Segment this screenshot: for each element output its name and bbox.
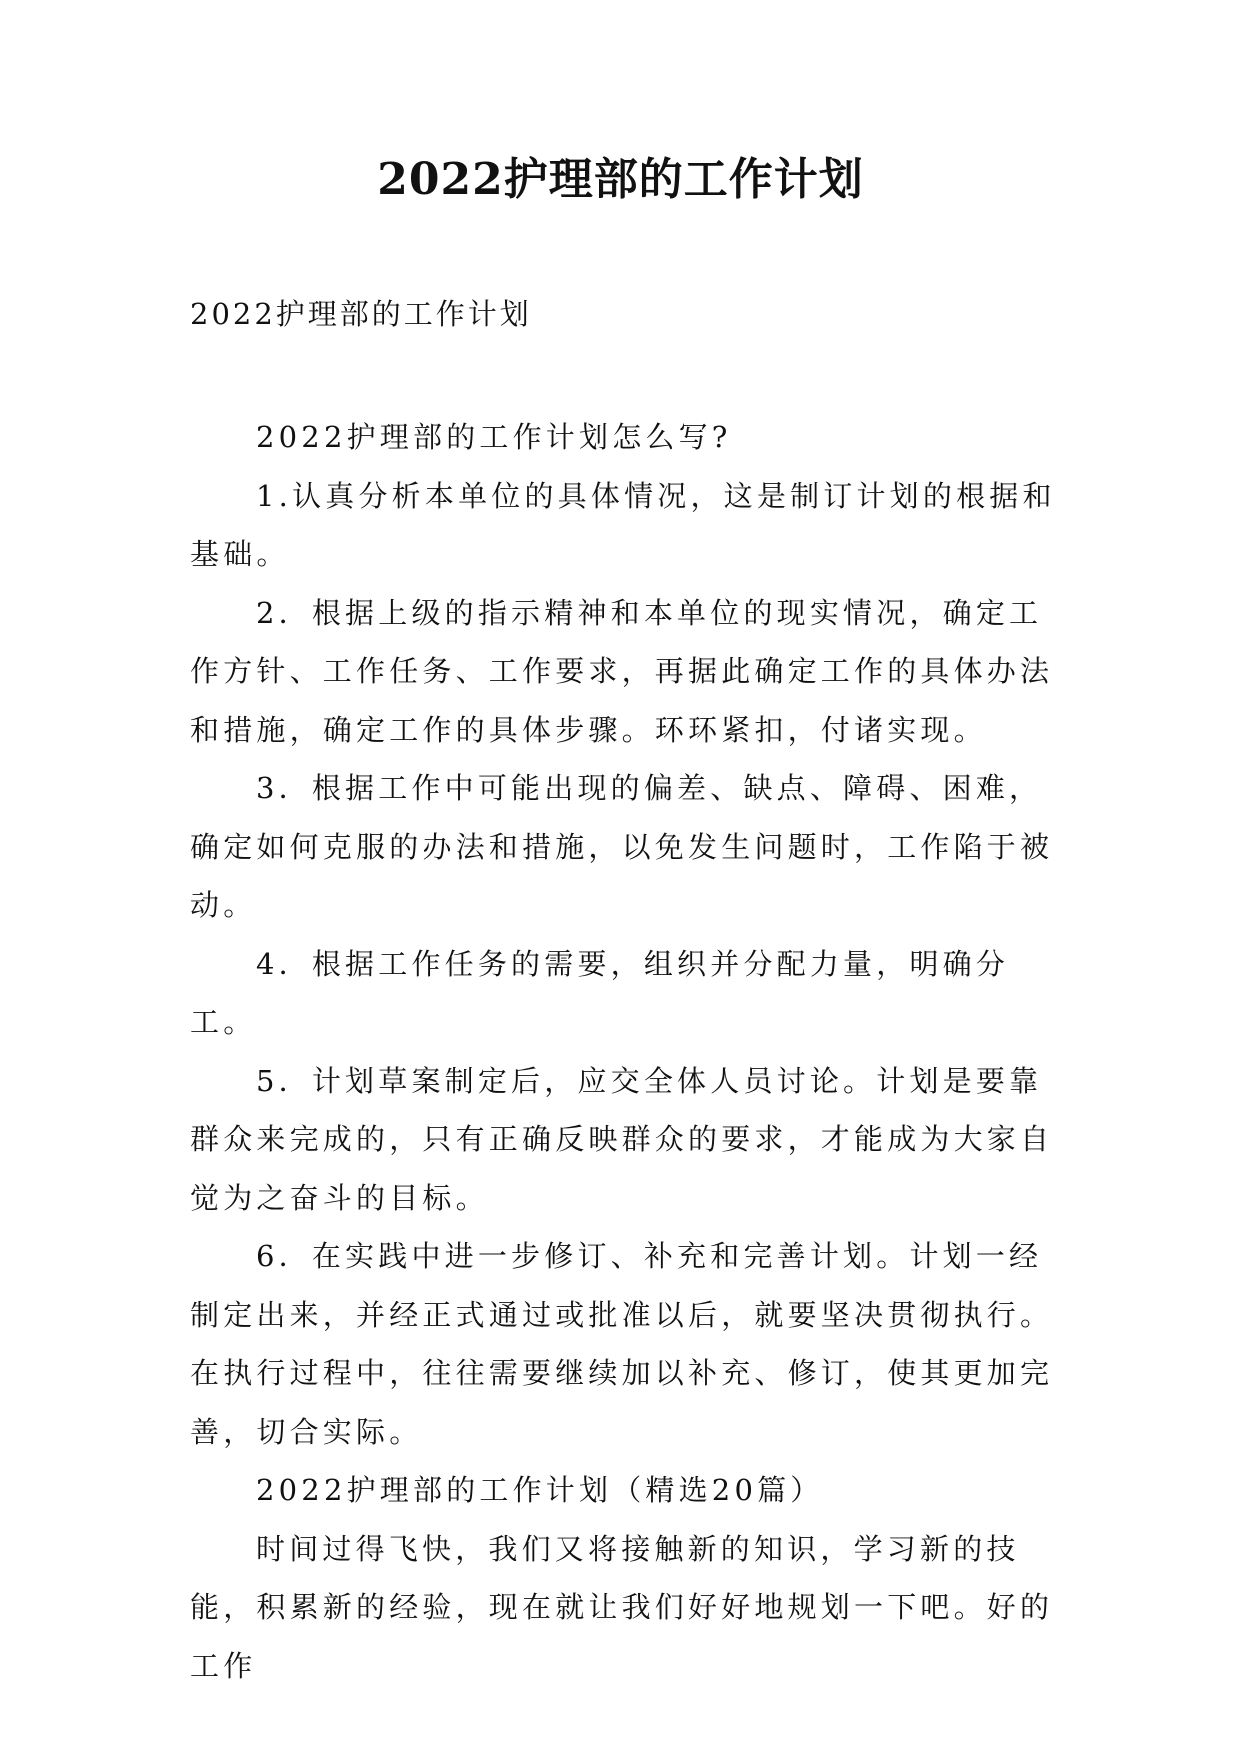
paragraph-intro-question: 2022护理部的工作计划怎么写? [256, 420, 732, 454]
paragraph-opening: 时间过得飞快，我们又将接触新的知识，学习新的技能，积累新的经验，现在就让我们好好地规划一下吧。好的工作 [190, 1531, 1054, 1683]
paragraph-step-5: 5．计划草案制定后，应交全体人员讨论。计划是要靠群众来完成的，只有正确反映群众的要求，才能成为大家自觉为之奋斗的目标。 [190, 1063, 1054, 1215]
paragraph-step-3: 3．根据工作中可能出现的偏差、缺点、障碍、困难，确定如何克服的办法和措施，以免发生问题时，工作陷于被动。 [190, 771, 1054, 922]
paragraph-step-6: 6．在实践中进一步修订、补充和完善计划。计划一经制定出来，并经正式通过或批准以后，就要坚决贯彻执行。在执行过程中，往往需要继续加以补充、修订，使其更加完善，切合实际。 [190, 1239, 1054, 1449]
document-subtitle: 2022护理部的工作计划 [190, 297, 532, 331]
document-body [190, 408, 1070, 1695]
paragraph-step-4: 4．根据工作任务的需要，组织并分配力量，明确分工。 [190, 946, 1010, 1039]
paragraph-section-heading: 2022护理部的工作计划（精选20篇） [256, 1473, 824, 1507]
page-title: 2022护理部的工作计划 [377, 154, 864, 205]
paragraph-step-1: 1.认真分析本单位的具体情况，这是制订计划的根据和基础。 [190, 478, 1056, 571]
paragraph-step-2: 2．根据上级的指示精神和本单位的现实情况，确定工作方针、工作任务、工作要求，再据此确定工作的具体办法和措施，确定工作的具体步骤。环环紧扣，付诸实现。 [190, 595, 1054, 747]
